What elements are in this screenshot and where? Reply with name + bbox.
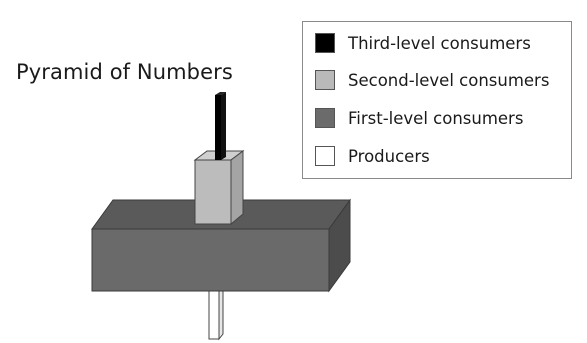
legend-label: First-level consumers [348,108,524,128]
legend-item-producers [315,144,430,168]
legend-item-third-level [315,31,531,55]
legend-item-first-level [315,106,523,130]
legend-label: Producers [348,146,430,166]
third-level-consumers-block [215,92,226,160]
diagram-title: Pyramid of Numbers [16,60,233,84]
legend-label: Third-level consumers [348,33,531,53]
second-level-swatch-icon [315,70,335,90]
second-level-consumers-block [195,151,243,224]
third-level-swatch-icon [315,33,335,53]
legend-item-second-level [315,68,549,92]
producers-swatch-icon [315,146,335,166]
legend-label: Second-level consumers [348,70,550,90]
legend [302,21,572,179]
first-level-swatch-icon [315,108,335,128]
producers-block [209,286,223,339]
